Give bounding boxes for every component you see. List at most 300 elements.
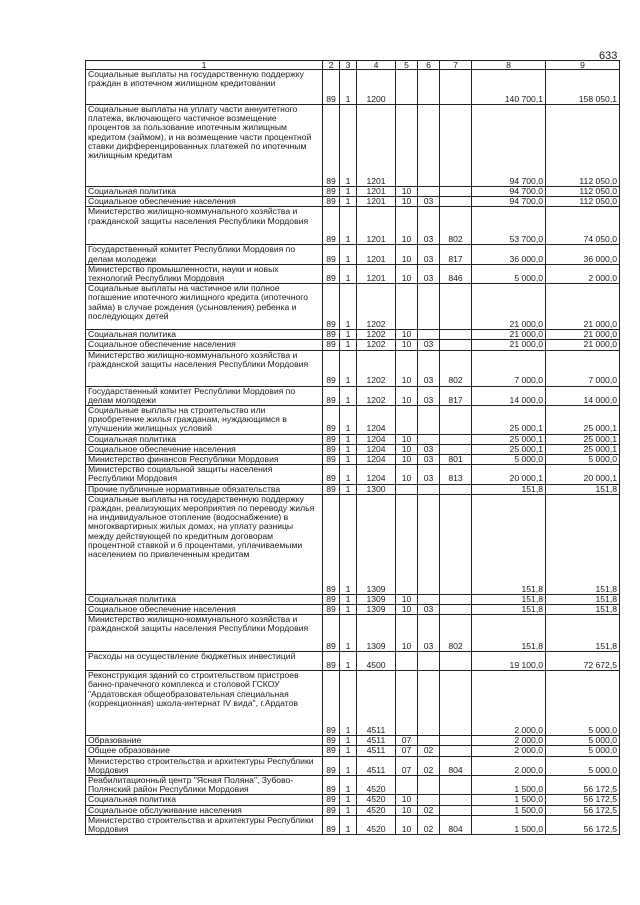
row-division-cell: 10	[396, 815, 418, 834]
row-ministry-code-cell: 817	[440, 386, 472, 405]
row-amount-year2-cell: 25 000,1	[546, 406, 620, 435]
row-chapter-cell: 89	[323, 652, 340, 671]
column-header: 5	[396, 61, 418, 70]
row-division-cell	[396, 652, 418, 671]
row-division-cell: 10	[396, 340, 418, 350]
row-amount-year2-cell: 56 172,5	[546, 805, 620, 815]
row-section-cell: 1	[340, 756, 357, 775]
table-row	[86, 795, 620, 805]
row-amount-year2-cell: 2 000,0	[546, 264, 620, 283]
row-amount-year1-cell: 14 000,0	[472, 386, 546, 405]
row-article-cell: 1300	[357, 484, 396, 494]
row-division-cell: 10	[396, 434, 418, 444]
row-chapter-cell: 89	[323, 756, 340, 775]
row-chapter-cell: 89	[323, 594, 340, 604]
table-row	[86, 105, 620, 187]
row-subdivision-cell: 03	[418, 264, 440, 283]
row-division-cell: 10	[396, 465, 418, 484]
table-row	[86, 465, 620, 484]
row-amount-year1-cell: 94 700,0	[472, 197, 546, 207]
row-name-cell: Реабилитационный центр "Ясная Поляна", Зубово-Полянский район Республики Мордовия	[86, 776, 323, 795]
row-amount-year1-cell: 151,8	[472, 494, 546, 594]
row-article-cell: 4520	[357, 776, 396, 795]
table-row	[86, 484, 620, 494]
table-row	[86, 652, 620, 671]
row-article-cell: 4511	[357, 671, 396, 736]
row-subdivision-cell: 02	[418, 746, 440, 756]
row-subdivision-cell: 03	[418, 245, 440, 264]
row-name-cell: Социальное обслуживание населения	[86, 805, 323, 815]
row-name-cell: Социальное обеспечение населения	[86, 444, 323, 454]
row-division-cell	[396, 494, 418, 594]
row-amount-year1-cell: 2 000,0	[472, 671, 546, 736]
row-subdivision-cell	[418, 795, 440, 805]
table-row	[86, 350, 620, 386]
column-header: 1	[86, 61, 323, 70]
row-section-cell: 1	[340, 386, 357, 405]
row-chapter-cell: 89	[323, 615, 340, 652]
row-amount-year1-cell: 19 100,0	[472, 652, 546, 671]
row-name-cell: Расходы на осуществление бюджетных инвестиций	[86, 652, 323, 671]
row-ministry-code-cell: 813	[440, 465, 472, 484]
row-section-cell: 1	[340, 197, 357, 207]
row-amount-year1-cell: 2 000,0	[472, 736, 546, 746]
row-section-cell: 1	[340, 245, 357, 264]
row-article-cell: 1202	[357, 340, 396, 350]
row-article-cell: 1202	[357, 330, 396, 340]
row-name-cell: Социальные выплаты на строительство или приобретение жилья гражданам, нуждающимся в улучшении жилищных условий	[86, 406, 323, 435]
row-amount-year1-cell: 21 000,0	[472, 284, 546, 330]
row-ministry-code-cell: 804	[440, 815, 472, 834]
row-name-cell: Министерство жилищно-коммунального хозяйства и гражданской защиты населения Республики Мордовия	[86, 207, 323, 245]
row-amount-year2-cell: 72 672,5	[546, 652, 620, 671]
table-row	[86, 406, 620, 435]
row-article-cell: 1201	[357, 187, 396, 197]
row-ministry-code-cell: 802	[440, 615, 472, 652]
row-name-cell: Министерство финансов Республики Мордовия	[86, 455, 323, 465]
row-amount-year2-cell: 151,8	[546, 615, 620, 652]
column-header: 6	[418, 61, 440, 70]
row-amount-year1-cell: 20 000,1	[472, 465, 546, 484]
row-section-cell: 1	[340, 70, 357, 105]
row-subdivision-cell	[418, 70, 440, 105]
row-article-cell: 1201	[357, 197, 396, 207]
row-name-cell: Министерство жилищно-коммунального хозяйства и гражданской защиты населения Республики Мордовия	[86, 350, 323, 386]
row-article-cell: 1201	[357, 207, 396, 245]
row-division-cell: 10	[396, 207, 418, 245]
row-amount-year2-cell: 25 000,1	[546, 434, 620, 444]
row-article-cell: 1202	[357, 350, 396, 386]
table-row	[86, 197, 620, 207]
row-division-cell	[396, 776, 418, 795]
row-ministry-code-cell	[440, 746, 472, 756]
table-row	[86, 746, 620, 756]
row-amount-year1-cell: 5 000,0	[472, 264, 546, 283]
row-division-cell: 10	[396, 245, 418, 264]
row-ministry-code-cell	[440, 671, 472, 736]
row-ministry-code-cell: 846	[440, 264, 472, 283]
row-section-cell: 1	[340, 736, 357, 746]
row-article-cell: 1309	[357, 494, 396, 594]
row-name-cell: Социальные выплаты на государственную поддержку граждан в ипотечном жилищном кредитовании	[86, 70, 323, 105]
row-chapter-cell: 89	[323, 736, 340, 746]
table-row	[86, 615, 620, 652]
row-amount-year2-cell: 36 000,0	[546, 245, 620, 264]
table-row	[86, 284, 620, 330]
column-header: 8	[472, 61, 546, 70]
row-amount-year1-cell: 1 500,0	[472, 805, 546, 815]
row-subdivision-cell: 02	[418, 756, 440, 775]
row-amount-year2-cell: 112 050,0	[546, 187, 620, 197]
row-ministry-code-cell	[440, 434, 472, 444]
page-number: 633	[599, 50, 618, 62]
row-subdivision-cell	[418, 187, 440, 197]
table-row	[86, 340, 620, 350]
table-row	[86, 605, 620, 615]
row-amount-year1-cell: 53 700,0	[472, 207, 546, 245]
row-amount-year2-cell: 56 172,5	[546, 776, 620, 795]
row-section-cell: 1	[340, 652, 357, 671]
row-name-cell: Социальная политика	[86, 330, 323, 340]
row-subdivision-cell	[418, 671, 440, 736]
row-name-cell: Министерство строительства и архитектуры Республики Мордовия	[86, 756, 323, 775]
row-name-cell: Общее образование	[86, 746, 323, 756]
row-subdivision-cell	[418, 434, 440, 444]
row-amount-year1-cell: 151,8	[472, 615, 546, 652]
row-subdivision-cell	[418, 652, 440, 671]
row-section-cell: 1	[340, 615, 357, 652]
row-chapter-cell: 89	[323, 340, 340, 350]
row-ministry-code-cell: 817	[440, 245, 472, 264]
row-amount-year1-cell: 94 700,0	[472, 105, 546, 187]
table-row	[86, 386, 620, 405]
row-section-cell: 1	[340, 594, 357, 604]
row-subdivision-cell	[418, 406, 440, 435]
row-section-cell: 1	[340, 671, 357, 736]
row-name-cell: Социальное обеспечение населения	[86, 197, 323, 207]
row-article-cell: 1204	[357, 444, 396, 454]
table-row	[86, 434, 620, 444]
table-row	[86, 756, 620, 775]
row-article-cell: 4511	[357, 746, 396, 756]
row-article-cell: 1201	[357, 245, 396, 264]
row-amount-year1-cell: 151,8	[472, 594, 546, 604]
row-chapter-cell: 89	[323, 245, 340, 264]
row-amount-year2-cell: 21 000,0	[546, 340, 620, 350]
row-amount-year1-cell: 5 000,0	[472, 455, 546, 465]
table-row	[86, 736, 620, 746]
row-division-cell: 10	[396, 187, 418, 197]
table-row	[86, 187, 620, 197]
row-ministry-code-cell: 802	[440, 207, 472, 245]
row-ministry-code-cell	[440, 70, 472, 105]
row-section-cell: 1	[340, 494, 357, 594]
row-amount-year1-cell: 140 700,1	[472, 70, 546, 105]
row-section-cell: 1	[340, 465, 357, 484]
row-amount-year2-cell: 20 000,1	[546, 465, 620, 484]
row-division-cell: 10	[396, 455, 418, 465]
row-ministry-code-cell	[440, 340, 472, 350]
row-section-cell: 1	[340, 105, 357, 187]
row-name-cell: Социальная политика	[86, 795, 323, 805]
budget-table	[85, 60, 620, 835]
row-ministry-code-cell	[440, 187, 472, 197]
row-name-cell: Государственный комитет Республики Мордовия по делам молодежи	[86, 245, 323, 264]
row-name-cell: Государственный комитет Республики Мордовия по делам молодежи	[86, 386, 323, 405]
table-row	[86, 330, 620, 340]
row-amount-year2-cell: 7 000,0	[546, 350, 620, 386]
row-division-cell: 10	[396, 197, 418, 207]
row-article-cell: 1200	[357, 70, 396, 105]
row-chapter-cell: 89	[323, 197, 340, 207]
row-subdivision-cell	[418, 105, 440, 187]
row-chapter-cell: 89	[323, 284, 340, 330]
row-division-cell	[396, 671, 418, 736]
row-chapter-cell: 89	[323, 330, 340, 340]
row-division-cell: 10	[396, 605, 418, 615]
row-chapter-cell: 89	[323, 406, 340, 435]
column-header: 4	[357, 61, 396, 70]
row-name-cell: Реконструкция зданий со строительством пристроев банно-прачечного комплекса и столовой ГСКОУ "Ардатовская общеобразовательная специальная (коррекционная) школа-интернат IV вида", г.Ардатов	[86, 671, 323, 736]
row-division-cell: 10	[396, 444, 418, 454]
row-division-cell	[396, 70, 418, 105]
row-name-cell: Прочие публичные нормативные обязательства	[86, 484, 323, 494]
row-division-cell: 10	[396, 615, 418, 652]
row-name-cell: Министерство жилищно-коммунального хозяйства и гражданской защиты населения Республики Мордовия	[86, 615, 323, 652]
row-chapter-cell: 89	[323, 455, 340, 465]
row-article-cell: 1201	[357, 264, 396, 283]
row-amount-year1-cell: 94 700,0	[472, 187, 546, 197]
row-name-cell: Социальная политика	[86, 594, 323, 604]
row-amount-year2-cell: 151,8	[546, 494, 620, 594]
row-amount-year1-cell: 2 000,0	[472, 756, 546, 775]
row-chapter-cell: 89	[323, 746, 340, 756]
row-name-cell: Социальная политика	[86, 434, 323, 444]
table-row	[86, 671, 620, 736]
row-amount-year1-cell: 1 500,0	[472, 776, 546, 795]
table-row	[86, 494, 620, 594]
row-section-cell: 1	[340, 484, 357, 494]
column-header: 2	[323, 61, 340, 70]
row-subdivision-cell	[418, 594, 440, 604]
row-ministry-code-cell	[440, 776, 472, 795]
row-section-cell: 1	[340, 795, 357, 805]
row-chapter-cell: 89	[323, 350, 340, 386]
row-chapter-cell: 89	[323, 264, 340, 283]
row-chapter-cell: 89	[323, 671, 340, 736]
row-section-cell: 1	[340, 264, 357, 283]
table-row	[86, 776, 620, 795]
row-subdivision-cell: 03	[418, 197, 440, 207]
row-amount-year2-cell: 5 000,0	[546, 756, 620, 775]
row-division-cell: 07	[396, 756, 418, 775]
row-article-cell: 1309	[357, 615, 396, 652]
row-ministry-code-cell	[440, 795, 472, 805]
row-ministry-code-cell	[440, 652, 472, 671]
row-ministry-code-cell	[440, 105, 472, 187]
row-amount-year2-cell: 56 172,5	[546, 795, 620, 805]
table-row	[86, 455, 620, 465]
row-section-cell: 1	[340, 330, 357, 340]
row-ministry-code-cell	[440, 197, 472, 207]
row-division-cell: 10	[396, 594, 418, 604]
row-amount-year1-cell: 1 500,0	[472, 795, 546, 805]
row-division-cell: 10	[396, 386, 418, 405]
row-amount-year1-cell: 1 500,0	[472, 815, 546, 834]
row-article-cell: 4511	[357, 756, 396, 775]
row-amount-year1-cell: 151,8	[472, 484, 546, 494]
row-section-cell: 1	[340, 605, 357, 615]
row-chapter-cell: 89	[323, 815, 340, 834]
row-section-cell: 1	[340, 746, 357, 756]
row-ministry-code-cell: 802	[440, 350, 472, 386]
row-section-cell: 1	[340, 207, 357, 245]
row-subdivision-cell: 03	[418, 340, 440, 350]
table-header-row	[86, 61, 620, 70]
row-article-cell: 4500	[357, 652, 396, 671]
row-article-cell: 1202	[357, 284, 396, 330]
row-amount-year1-cell: 21 000,0	[472, 330, 546, 340]
row-division-cell: 10	[396, 805, 418, 815]
row-subdivision-cell: 03	[418, 465, 440, 484]
row-amount-year1-cell: 21 000,0	[472, 340, 546, 350]
column-header: 3	[340, 61, 357, 70]
row-article-cell: 4520	[357, 815, 396, 834]
row-chapter-cell: 89	[323, 105, 340, 187]
row-amount-year2-cell: 5 000,0	[546, 746, 620, 756]
row-amount-year2-cell: 14 000,0	[546, 386, 620, 405]
row-section-cell: 1	[340, 284, 357, 330]
row-subdivision-cell	[418, 284, 440, 330]
row-chapter-cell: 89	[323, 444, 340, 454]
row-amount-year2-cell: 56 172,5	[546, 815, 620, 834]
row-subdivision-cell	[418, 494, 440, 594]
row-article-cell: 4511	[357, 736, 396, 746]
row-division-cell: 10	[396, 350, 418, 386]
table-body	[86, 70, 620, 835]
row-section-cell: 1	[340, 455, 357, 465]
row-article-cell: 4520	[357, 795, 396, 805]
row-subdivision-cell: 03	[418, 207, 440, 245]
row-section-cell: 1	[340, 434, 357, 444]
row-amount-year1-cell: 25 000,1	[472, 406, 546, 435]
row-name-cell: Социальные выплаты на частичное или полное погашение ипотечного жилищного кредита (ипотечного займа) в случае рождения (усыновления) ребенка и последующих детей	[86, 284, 323, 330]
row-article-cell: 1201	[357, 105, 396, 187]
row-name-cell: Министерство промышленности, науки и новых технологий Республики Мордовия	[86, 264, 323, 283]
row-article-cell: 1309	[357, 605, 396, 615]
column-header: 9	[546, 61, 620, 70]
row-amount-year2-cell: 5 000,0	[546, 455, 620, 465]
row-division-cell: 10	[396, 795, 418, 805]
table-row	[86, 264, 620, 283]
row-name-cell: Министерство социальной защиты населения Республики Мордовия	[86, 465, 323, 484]
row-chapter-cell: 89	[323, 494, 340, 594]
row-name-cell: Социальное обеспечение населения	[86, 340, 323, 350]
row-article-cell: 1204	[357, 455, 396, 465]
row-chapter-cell: 89	[323, 207, 340, 245]
row-chapter-cell: 89	[323, 795, 340, 805]
row-chapter-cell: 89	[323, 776, 340, 795]
row-name-cell: Социальное обеспечение населения	[86, 605, 323, 615]
row-section-cell: 1	[340, 776, 357, 795]
row-amount-year2-cell: 112 050,0	[546, 197, 620, 207]
row-chapter-cell: 89	[323, 805, 340, 815]
row-amount-year1-cell: 25 000,1	[472, 434, 546, 444]
row-name-cell: Образование	[86, 736, 323, 746]
row-amount-year2-cell: 21 000,0	[546, 330, 620, 340]
row-section-cell: 1	[340, 406, 357, 435]
row-amount-year2-cell: 151,8	[546, 594, 620, 604]
row-amount-year2-cell: 74 050,0	[546, 207, 620, 245]
row-section-cell: 1	[340, 444, 357, 454]
row-name-cell: Социальные выплаты на уплату части аннуитетного платежа, включающего частичное возмещение процентов за пользование ипотечным жилищным кредитом (займом), и на возмещение части процентной ставки дифференцированных платежей по ипотечным жилищным кредитам	[86, 105, 323, 187]
row-ministry-code-cell	[440, 284, 472, 330]
row-ministry-code-cell	[440, 605, 472, 615]
row-ministry-code-cell	[440, 406, 472, 435]
row-article-cell: 1309	[357, 594, 396, 604]
row-ministry-code-cell	[440, 594, 472, 604]
row-chapter-cell: 89	[323, 70, 340, 105]
row-division-cell: 10	[396, 264, 418, 283]
row-article-cell: 1202	[357, 386, 396, 405]
row-ministry-code-cell	[440, 805, 472, 815]
table-row	[86, 444, 620, 454]
row-division-cell	[396, 484, 418, 494]
row-ministry-code-cell	[440, 330, 472, 340]
row-ministry-code-cell: 804	[440, 756, 472, 775]
table-row	[86, 594, 620, 604]
row-name-cell: Социальные выплаты на государственную поддержку граждан, реализующих мероприятия по переводу жилья на индивидуальное отопление (водоснабжение) в многоквартирных жилых домах, на уплату разницы между действующей по кредитным договорам процентной ставкой и 6 процентами, уплачиваемыми населением по привлеченным кредитам	[86, 494, 323, 594]
row-chapter-cell: 89	[323, 465, 340, 484]
row-chapter-cell: 89	[323, 386, 340, 405]
row-name-cell: Социальная политика	[86, 187, 323, 197]
row-division-cell: 07	[396, 736, 418, 746]
row-article-cell: 1204	[357, 406, 396, 435]
row-subdivision-cell: 03	[418, 444, 440, 454]
table-row	[86, 815, 620, 834]
row-amount-year1-cell: 7 000,0	[472, 350, 546, 386]
column-header: 7	[440, 61, 472, 70]
table-row	[86, 245, 620, 264]
row-amount-year2-cell: 21 000,0	[546, 284, 620, 330]
row-subdivision-cell: 02	[418, 815, 440, 834]
row-amount-year2-cell: 112 050,0	[546, 105, 620, 187]
row-chapter-cell: 89	[323, 484, 340, 494]
row-amount-year1-cell: 2 000,0	[472, 746, 546, 756]
row-ministry-code-cell	[440, 484, 472, 494]
row-division-cell: 10	[396, 330, 418, 340]
row-division-cell	[396, 105, 418, 187]
row-amount-year2-cell: 25 000,1	[546, 444, 620, 454]
row-ministry-code-cell	[440, 736, 472, 746]
row-subdivision-cell: 03	[418, 350, 440, 386]
row-subdivision-cell: 03	[418, 605, 440, 615]
row-amount-year1-cell: 151,8	[472, 605, 546, 615]
row-chapter-cell: 89	[323, 434, 340, 444]
row-chapter-cell: 89	[323, 187, 340, 197]
row-amount-year1-cell: 25 000,1	[472, 444, 546, 454]
row-section-cell: 1	[340, 187, 357, 197]
row-section-cell: 1	[340, 815, 357, 834]
row-subdivision-cell: 03	[418, 386, 440, 405]
table-row	[86, 805, 620, 815]
row-name-cell: Министерство строительства и архитектуры Республики Мордовия	[86, 815, 323, 834]
row-subdivision-cell	[418, 736, 440, 746]
row-ministry-code-cell	[440, 444, 472, 454]
table-row	[86, 207, 620, 245]
row-section-cell: 1	[340, 350, 357, 386]
row-division-cell	[396, 406, 418, 435]
